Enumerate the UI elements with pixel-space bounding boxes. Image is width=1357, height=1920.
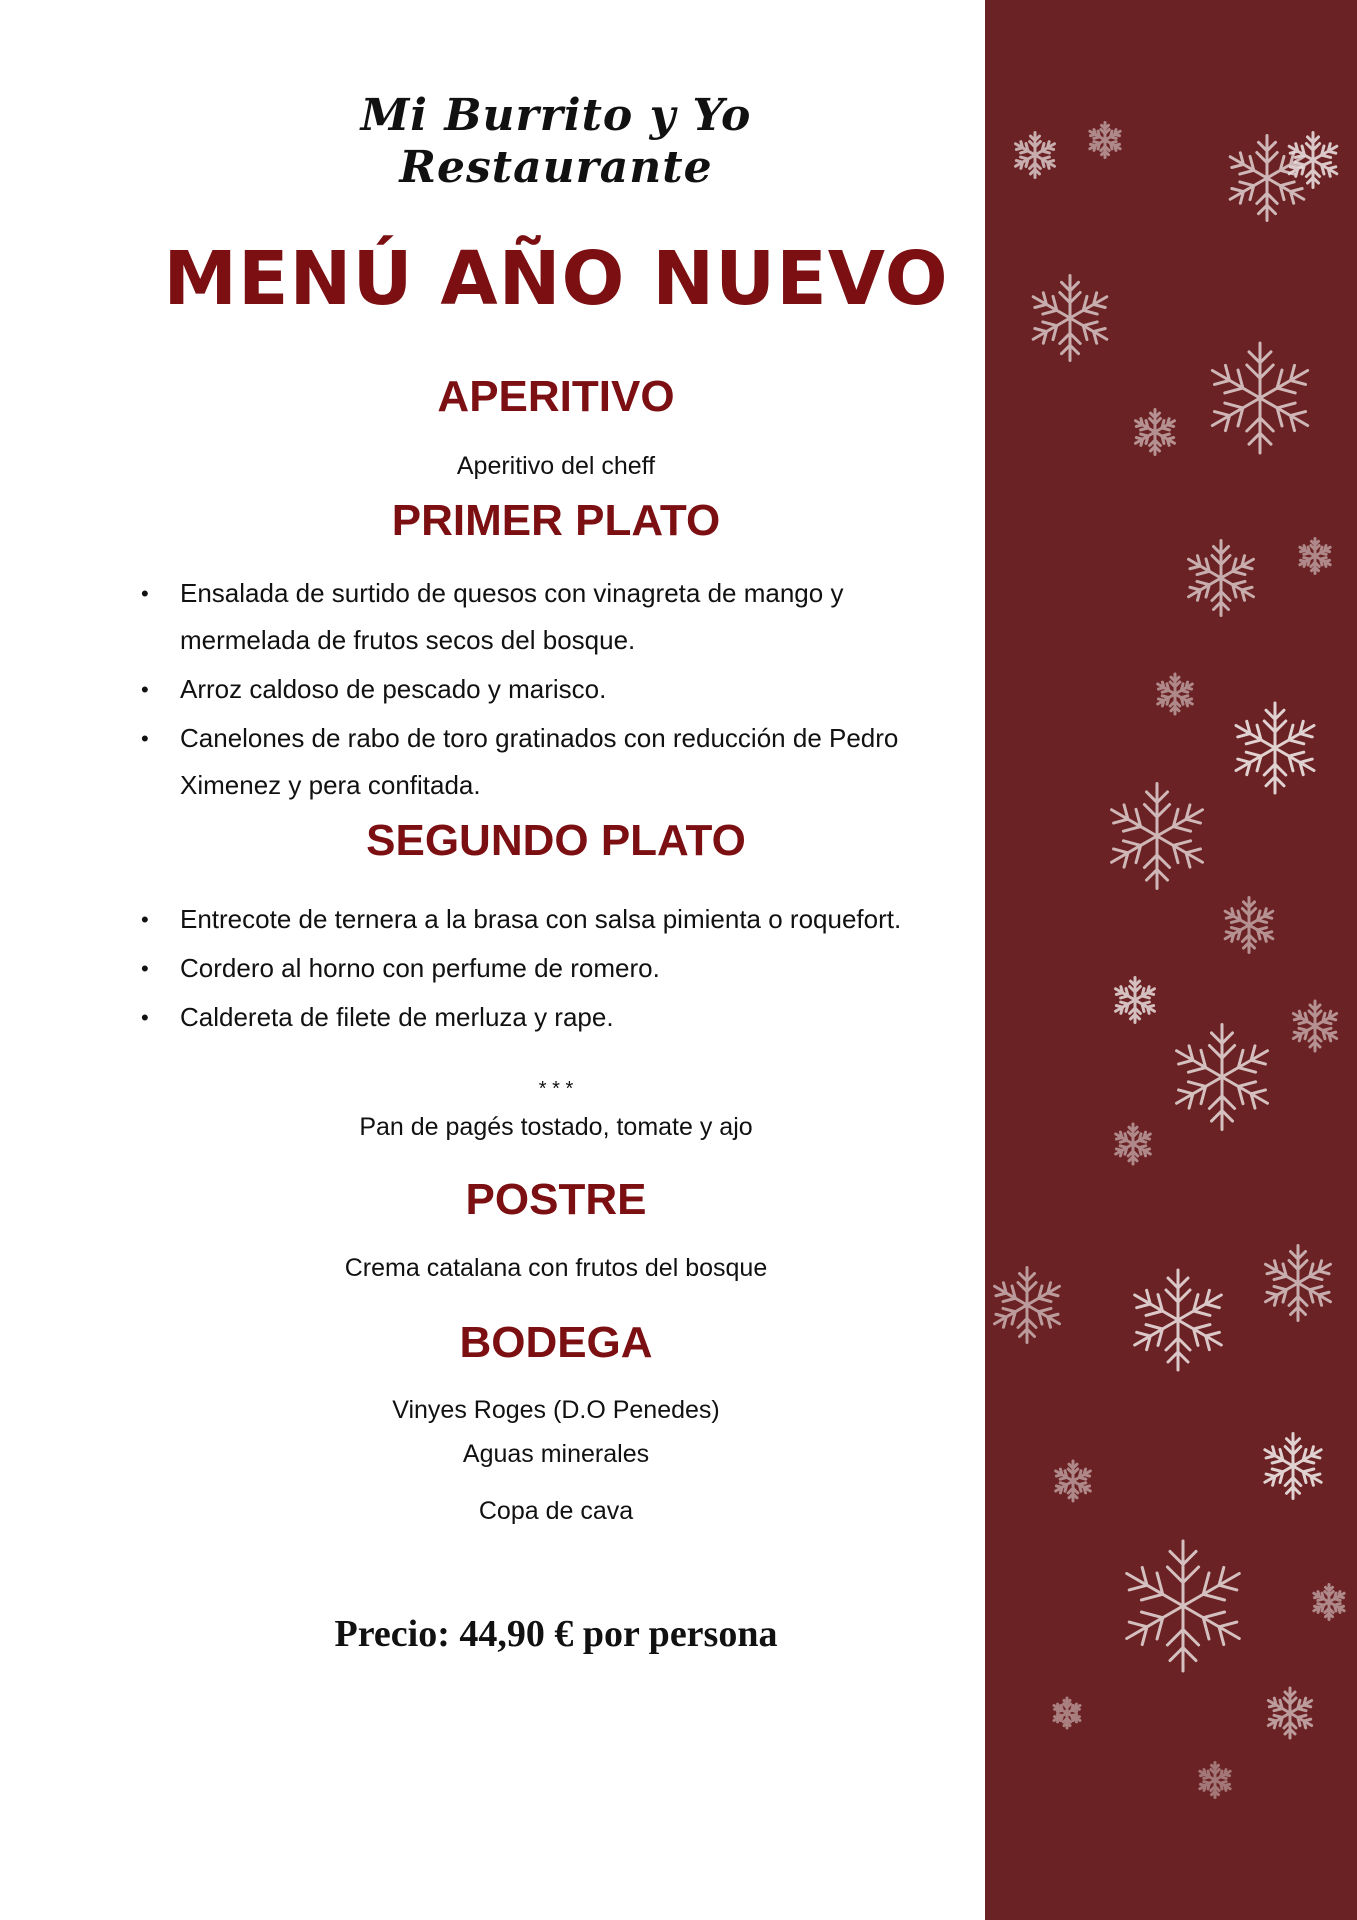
- restaurant-subtitle: Restaurante: [399, 142, 713, 193]
- snowflake-icon: [1222, 898, 1276, 953]
- list-item: [135, 715, 955, 809]
- snowflake-icon: [1286, 133, 1340, 188]
- bodega-item: Aguas minerales: [462, 1440, 650, 1468]
- bullet-icon: •: [141, 726, 149, 751]
- snowflake-icon: [1206, 343, 1314, 453]
- snowflake-icon: [1133, 410, 1177, 455]
- list-item: [135, 896, 955, 943]
- bullet-icon: •: [141, 956, 149, 981]
- list-item: [135, 994, 955, 1041]
- snowflake-icon: [1113, 978, 1157, 1023]
- dish-text: Caldereta de filete de merluza y rape.: [180, 1002, 614, 1032]
- snowflake-icon: [1290, 1001, 1339, 1051]
- list-item: [135, 945, 955, 992]
- snowflake-icon: [1088, 123, 1123, 158]
- snowflake-icon: [1105, 784, 1209, 889]
- snowflake-icon: [1261, 1246, 1335, 1321]
- snowflake-icon: [1198, 1763, 1233, 1798]
- snowflake-icon: [1028, 276, 1112, 361]
- snowflake-icon: [1129, 1270, 1228, 1370]
- section-heading-primer-plato: PRIMER PLATO: [391, 496, 721, 545]
- snowflake-decoration: [985, 0, 1357, 1920]
- snowflake-sidebar: [985, 0, 1357, 1920]
- section-heading-postre: POSTRE: [465, 1175, 647, 1224]
- snowflake-icon: [1312, 1585, 1347, 1620]
- restaurant-name: Mi Burrito y Yo: [360, 90, 752, 141]
- bullet-icon: •: [141, 677, 149, 702]
- bodega-item: Vinyes Roges (D.O Penedes): [392, 1396, 720, 1424]
- page-title: MENÚ AÑO NUEVO: [163, 236, 949, 322]
- snowflake-icon: [1261, 1434, 1325, 1499]
- snowflake-icon: [1053, 1461, 1092, 1501]
- dish-text: Arroz caldoso de pescado y marisco.: [180, 674, 607, 704]
- dish-text: Entrecote de ternera a la brasa con salsa pimienta o roquefort.: [180, 904, 902, 934]
- snowflake-icon: [990, 1268, 1064, 1343]
- snowflake-icon: [1119, 1541, 1247, 1671]
- bread-text: Pan de pagés tostado, tomate y ajo: [359, 1113, 753, 1141]
- primer-plato-list: [135, 570, 955, 811]
- segundo-plato-list: [135, 896, 955, 1043]
- postre-text: Crema catalana con frutos del bosque: [344, 1254, 768, 1282]
- snowflake-icon: [1155, 674, 1194, 714]
- list-item: [135, 570, 955, 664]
- list-item: [135, 666, 955, 713]
- separator: * * *: [538, 1078, 574, 1100]
- snowflake-icon: [1170, 1025, 1274, 1130]
- snowflake-icon: [1013, 133, 1057, 178]
- dish-text: Ensalada de surtido de quesos con vinagreta de mango y mermelada de frutos secos del bosque.: [180, 578, 844, 655]
- bullet-icon: •: [141, 581, 149, 606]
- snowflake-icon: [1298, 539, 1333, 574]
- section-heading-bodega: BODEGA: [459, 1318, 653, 1367]
- section-heading-segundo-plato: SEGUNDO PLATO: [366, 816, 746, 865]
- aperitivo-text: Aperitivo del cheff: [456, 452, 656, 480]
- dish-text: Canelones de rabo de toro gratinados con reducción de Pedro Ximenez y pera confitada.: [180, 723, 899, 800]
- price-text: Precio: 44,90 € por persona: [334, 1613, 778, 1655]
- snowflake-icon: [1113, 1124, 1152, 1164]
- snowflake-icon: [1052, 1698, 1082, 1728]
- snowflake-icon: [1265, 1688, 1314, 1738]
- snowflake-icon: [1184, 541, 1258, 616]
- section-heading-aperitivo: APERITIVO: [437, 372, 675, 421]
- bullet-icon: •: [141, 907, 149, 932]
- bullet-icon: •: [141, 1005, 149, 1030]
- dish-text: Cordero al horno con perfume de romero.: [180, 953, 660, 983]
- bodega-item: Copa de cava: [478, 1497, 634, 1525]
- snowflake-icon: [1231, 703, 1320, 793]
